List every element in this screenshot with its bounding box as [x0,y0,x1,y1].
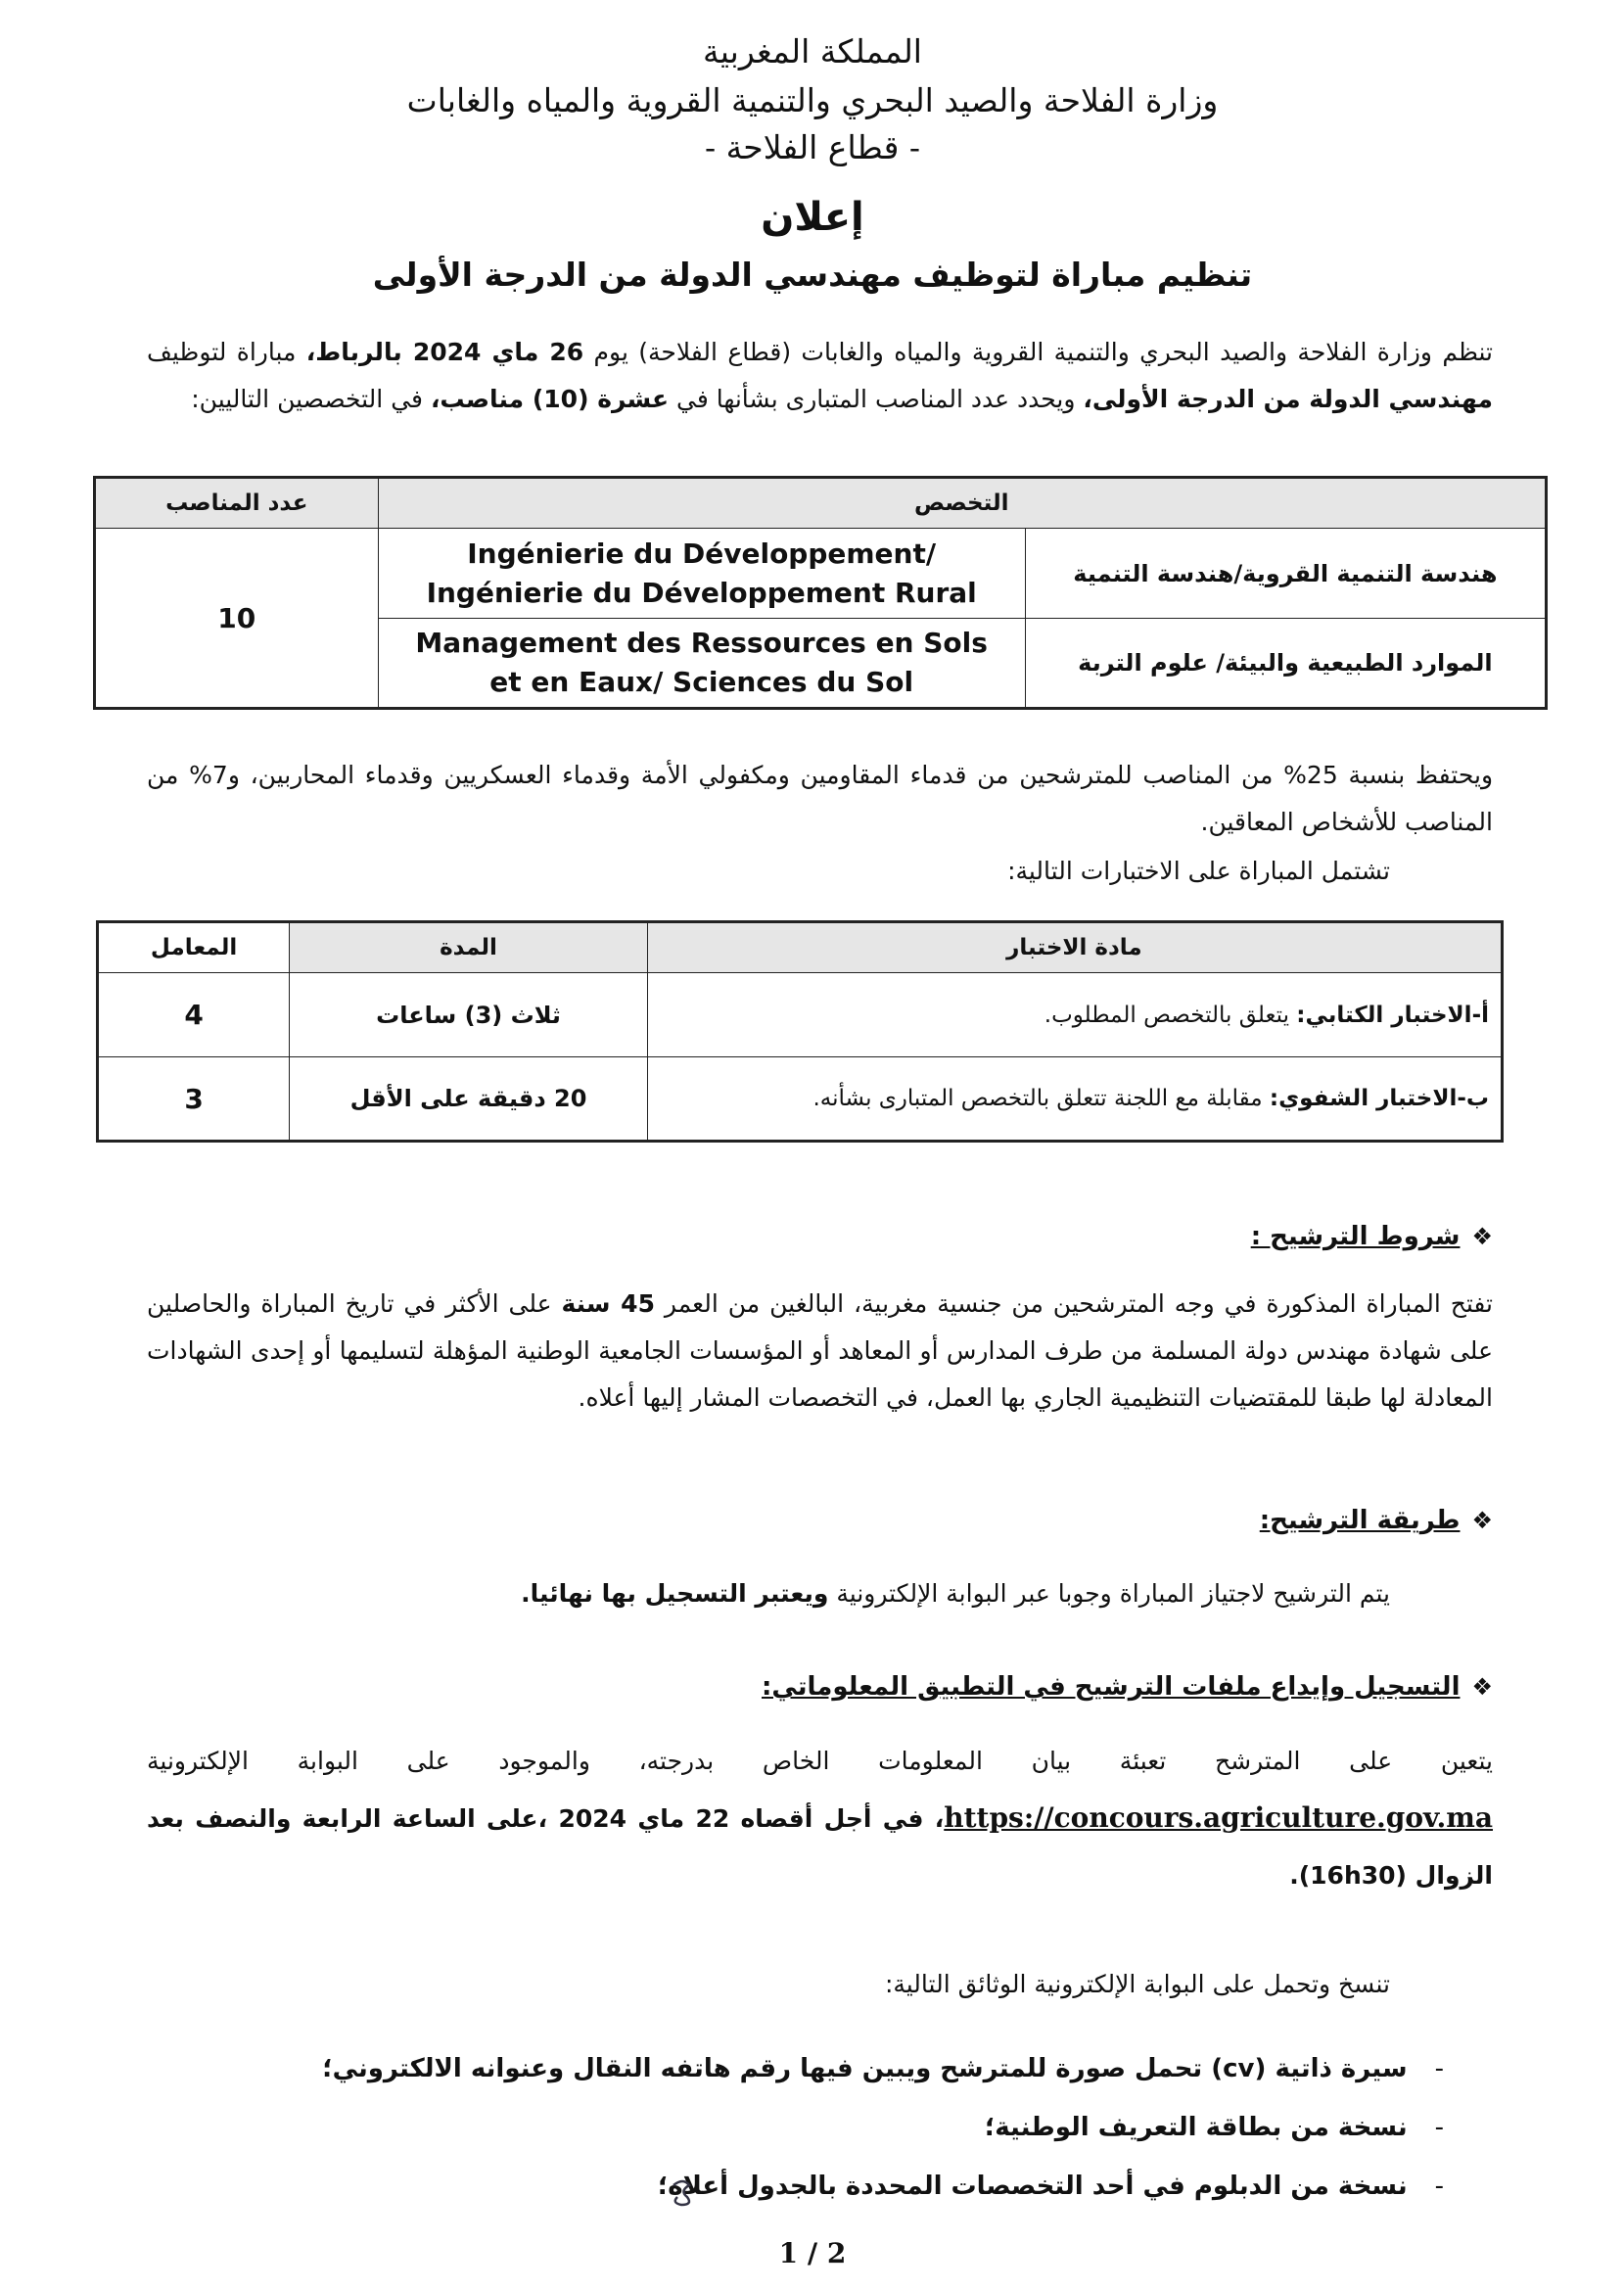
handwritten-mark-icon [666,2175,701,2211]
written-test-coef: 4 [98,973,290,1057]
method-heading-row [979,1506,1493,1535]
written-test-cell [647,973,1502,1057]
oral-test-cell [647,1057,1502,1142]
diamond-bullet-icon: ❖ [1471,1507,1493,1534]
method-text-1: يتم الترشيح لاجتياز المباراة وجوبا عبر البوابة الإلكترونية [828,1579,1390,1608]
written-test-duration: ثلاث (3) ساعات [290,973,648,1057]
registration-paragraph [147,1733,1493,1904]
document-item [147,2172,1444,2201]
written-test-desc: يتعلق بالتخصص المطلوب. [1044,1002,1297,1028]
intro-date: 26 ماي 2024 بالرباط، [305,338,584,366]
oral-test-duration: 20 دقيقة على الأقل [290,1057,648,1142]
diamond-bullet-icon: ❖ [1471,1223,1493,1250]
oral-test-label: ب-الاختبار الشفوي: [1269,1086,1489,1111]
positions-count: 10 [95,529,379,709]
documents-intro: تنسخ وتحمل على البوابة الإلكترونية الوثائق التالية: [884,1970,1390,1998]
oral-test-desc: مقابلة مع اللجنة تتعلق بالتخصص المتبارى بشأنه. [812,1086,1270,1111]
announcement-subject: تنظيم مباراة لتوظيف مهندسي الدولة من الدرجة الأولى [372,256,1253,294]
conditions-text-1: تفتح المباراة المذكورة في وجه المترشحين من جنسية مغربية، البالغين من العمر [654,1289,1494,1318]
kingdom-heading: المملكة المغربية [703,32,922,70]
dash-bullet-icon: - [1434,2113,1444,2142]
test-duration-header: المدة [290,922,648,973]
ministry-heading: وزارة الفلاحة والصيد البحري والتنمية القروية والمياه والغابات [406,81,1219,119]
specialty-french-1: Ingénierie du Développement/ Ingénierie du Développement Rural [378,529,1025,619]
specialties-table [93,476,1548,710]
intro-count: عشرة (10) مناصب، [430,385,670,413]
intro-paragraph [147,329,1493,423]
announcement-title: إعلان [761,195,864,240]
tests-intro: تشتمل المباراة على الاختبارات التالية: [1007,857,1390,885]
conditions-heading-row [979,1222,1493,1251]
method-paragraph [147,1570,1390,1617]
tests-table [96,920,1504,1143]
specialty-french-2: Management des Ressources en Sols et en Eaux/ Sciences du Sol [378,619,1025,709]
positions-header: عدد المناصب [95,478,379,529]
intro-role: مهندسي الدولة من الدرجة الأولى، [1083,385,1493,413]
quota-paragraph: ويحتفظ بنسبة 25% من المناصب للمترشحين من قدماء المقاومين ومكفولي الأمة وقدماء العسكريين وقدماء المحاربين، و7% من المناصب للأشخاص المعاقين. [147,761,1494,836]
intro-text-3: ويحدد عدد المناصب المتبارى بشأنها في [669,385,1084,413]
written-test-label: أ-الاختبار الكتابي: [1296,1002,1489,1028]
document-item [147,2113,1444,2142]
registration-text-2: ، في أجل أقصاه 22 ماي 2024 ،على الساعة الرابعة والنصف بعد الزوال (16h30). [147,1804,1493,1890]
sector-heading: - قطاع الفلاحة - [704,128,921,166]
conditions-heading: شروط الترشيح : [1250,1222,1461,1251]
oral-test-coef: 3 [98,1057,290,1142]
portal-link[interactable]: https://concours.agriculture.gov.ma [944,1801,1494,1834]
method-heading: طريقة الترشيح: [1259,1506,1461,1535]
dash-bullet-icon: - [1434,2172,1444,2201]
page-number: 1 / 2 [778,2237,847,2269]
registration-heading-row [685,1672,1493,1702]
specialty-header: التخصص [378,478,1546,529]
document-item [147,2054,1444,2083]
registration-heading: التسجيل وإيداع ملفات الترشيح في التطبيق المعلوماتي: [762,1672,1461,1702]
specialty-arabic-1: هندسة التنمية القروية/هندسة التنمية [1025,529,1546,619]
document-item-label: نسخة من الدبلوم في أحد التخصصات المحددة بالجدول أعلاه؛ [657,2172,1408,2201]
test-coef-header: المعامل [98,922,290,973]
conditions-paragraph [147,1281,1493,1422]
conditions-text-2: على الأكثر في تاريخ المباراة والحاصلين على شهادة مهندس دولة المسلمة من طرف المدارس أو المعاهد أو المؤسسات الجامعية الوطنية المؤهلة لتسليمها أو إحدى الشهادات المعادلة لها طبقا للمقتضيات التنظيمية الجاري بها العمل، في التخصصات المشار إليها أعلاه. [147,1289,1493,1412]
intro-text-1: تنظم وزارة الفلاحة والصيد البحري والتنمية القروية والمياه والغابات (قطاع الفلاحة) يوم [583,338,1494,366]
document-item-label: نسخة من بطاقة التعريف الوطنية؛ [984,2113,1408,2142]
method-text-2: ويعتبر التسجيل بها نهائيا. [521,1579,829,1608]
diamond-bullet-icon: ❖ [1471,1673,1493,1701]
test-subject-header: مادة الاختبار [647,922,1502,973]
dash-bullet-icon: - [1434,2054,1444,2083]
intro-text-2: مباراة لتوظيف [147,338,306,366]
specialty-arabic-2: الموارد الطبيعية والبيئة/ علوم التربة [1025,619,1546,709]
intro-text-4: في التخصصين التاليين: [191,385,431,413]
registration-text-1: يتعين على المترشح تعبئة بيان المعلومات الخاص بدرجته، والموجود على البوابة الإلكترونية [147,1747,1493,1775]
conditions-age: 45 سنة [561,1289,655,1318]
document-item-label: سيرة ذاتية (cv) تحمل صورة للمترشح ويبين فيها رقم هاتفه النقال وعنوانه الالكتروني؛ [322,2054,1408,2083]
